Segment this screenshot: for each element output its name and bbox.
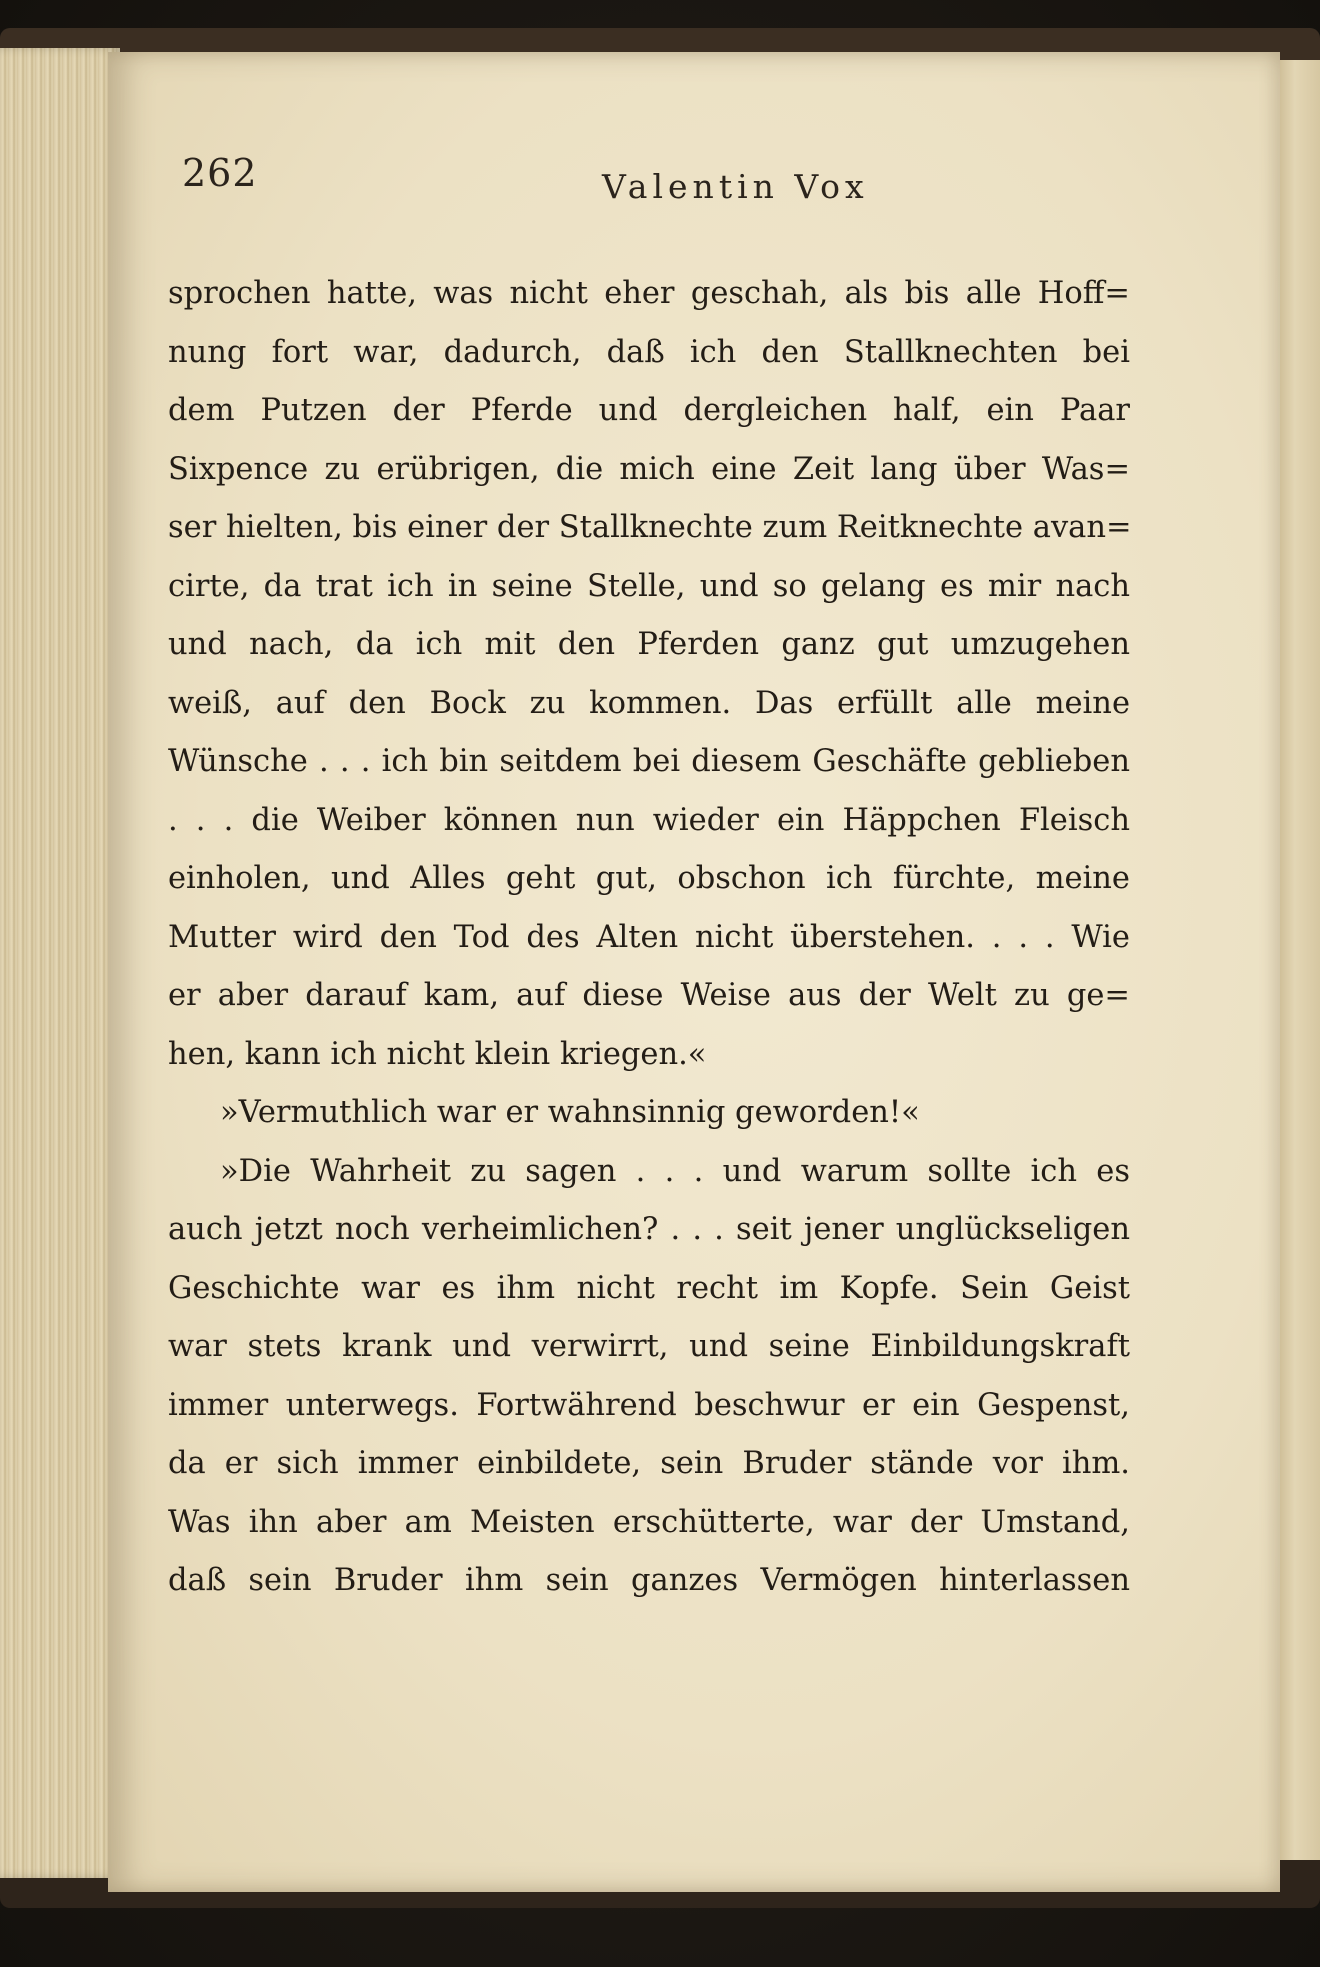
text-line: cirte, da trat ich in seine Stelle, und so gelang es mir nach (168, 568, 1130, 604)
text-line: hen, kann ich nicht klein kriegen.« (168, 1036, 707, 1072)
text-line: und nach, da ich mit den Pferden ganz gut umzugehen (168, 627, 1130, 662)
text-line: »Die Wahrheit zu sagen . . . und warum sollte ich es (220, 1153, 1130, 1189)
text-line: Sixpence zu erübrigen, die mich eine Zeit lang über Was= (168, 451, 1130, 487)
text-line: nung fort war, dadurch, daß ich den Stallknechten bei (168, 334, 1130, 370)
body-text (168, 265, 1130, 1611)
text-line: daß sein Bruder ihm sein ganzes Vermögen hinterlassen (168, 1563, 1130, 1598)
text-line: einholen, und Alles geht gut, obschon ich fürchte, meine (168, 861, 1130, 896)
page-edges (0, 48, 120, 1878)
text-line: immer unterwegs. Fortwährend beschwur er ein Gespenst, (168, 1387, 1130, 1423)
text-line: Wünsche . . . ich bin seitdem bei diesem Geschäfte geblieben (168, 744, 1130, 779)
text-line: er aber darauf kam, auf diese Weise aus der Welt zu ge= (168, 978, 1130, 1013)
text-line: Was ihn aber am Meisten erschütterte, war der Umstand, (168, 1504, 1130, 1540)
text-line: dem Putzen der Pferde und dergleichen half, ein Paar (168, 393, 1130, 428)
text-line: weiß, auf den Bock zu kommen. Das erfüllt alle meine (168, 685, 1130, 721)
text-line: ser hielten, bis einer der Stallknechte zum Reitknechte avan= (168, 510, 1132, 545)
page-header (182, 143, 1132, 213)
text-line: Mutter wird den Tod des Alten nicht überstehen. . . . Wie (168, 919, 1130, 955)
text-line: auch jetzt noch verheimlichen? . . . seit jener unglückseligen (168, 1212, 1130, 1247)
text-line: da er sich immer einbildete, sein Bruder stände vor ihm. (168, 1446, 1130, 1481)
text-line: Geschichte war es ihm nicht recht im Kopfe. Sein Geist (168, 1270, 1130, 1306)
page-number: 262 (182, 151, 258, 195)
facing-page-edge (1278, 60, 1320, 1860)
text-line: war stets krank und verwirrt, und seine Einbildungskraft (168, 1329, 1130, 1364)
text-line: . . . die Weiber können nun wieder ein Häppchen Fleisch (168, 802, 1130, 838)
running-title: Valentin Vox (602, 167, 869, 206)
text-line: sprochen hatte, was nicht eher geschah, als bis alle Hoff= (168, 276, 1130, 311)
text-line: »Vermuthlich war er wahnsinnig geworden!« (220, 1095, 920, 1130)
